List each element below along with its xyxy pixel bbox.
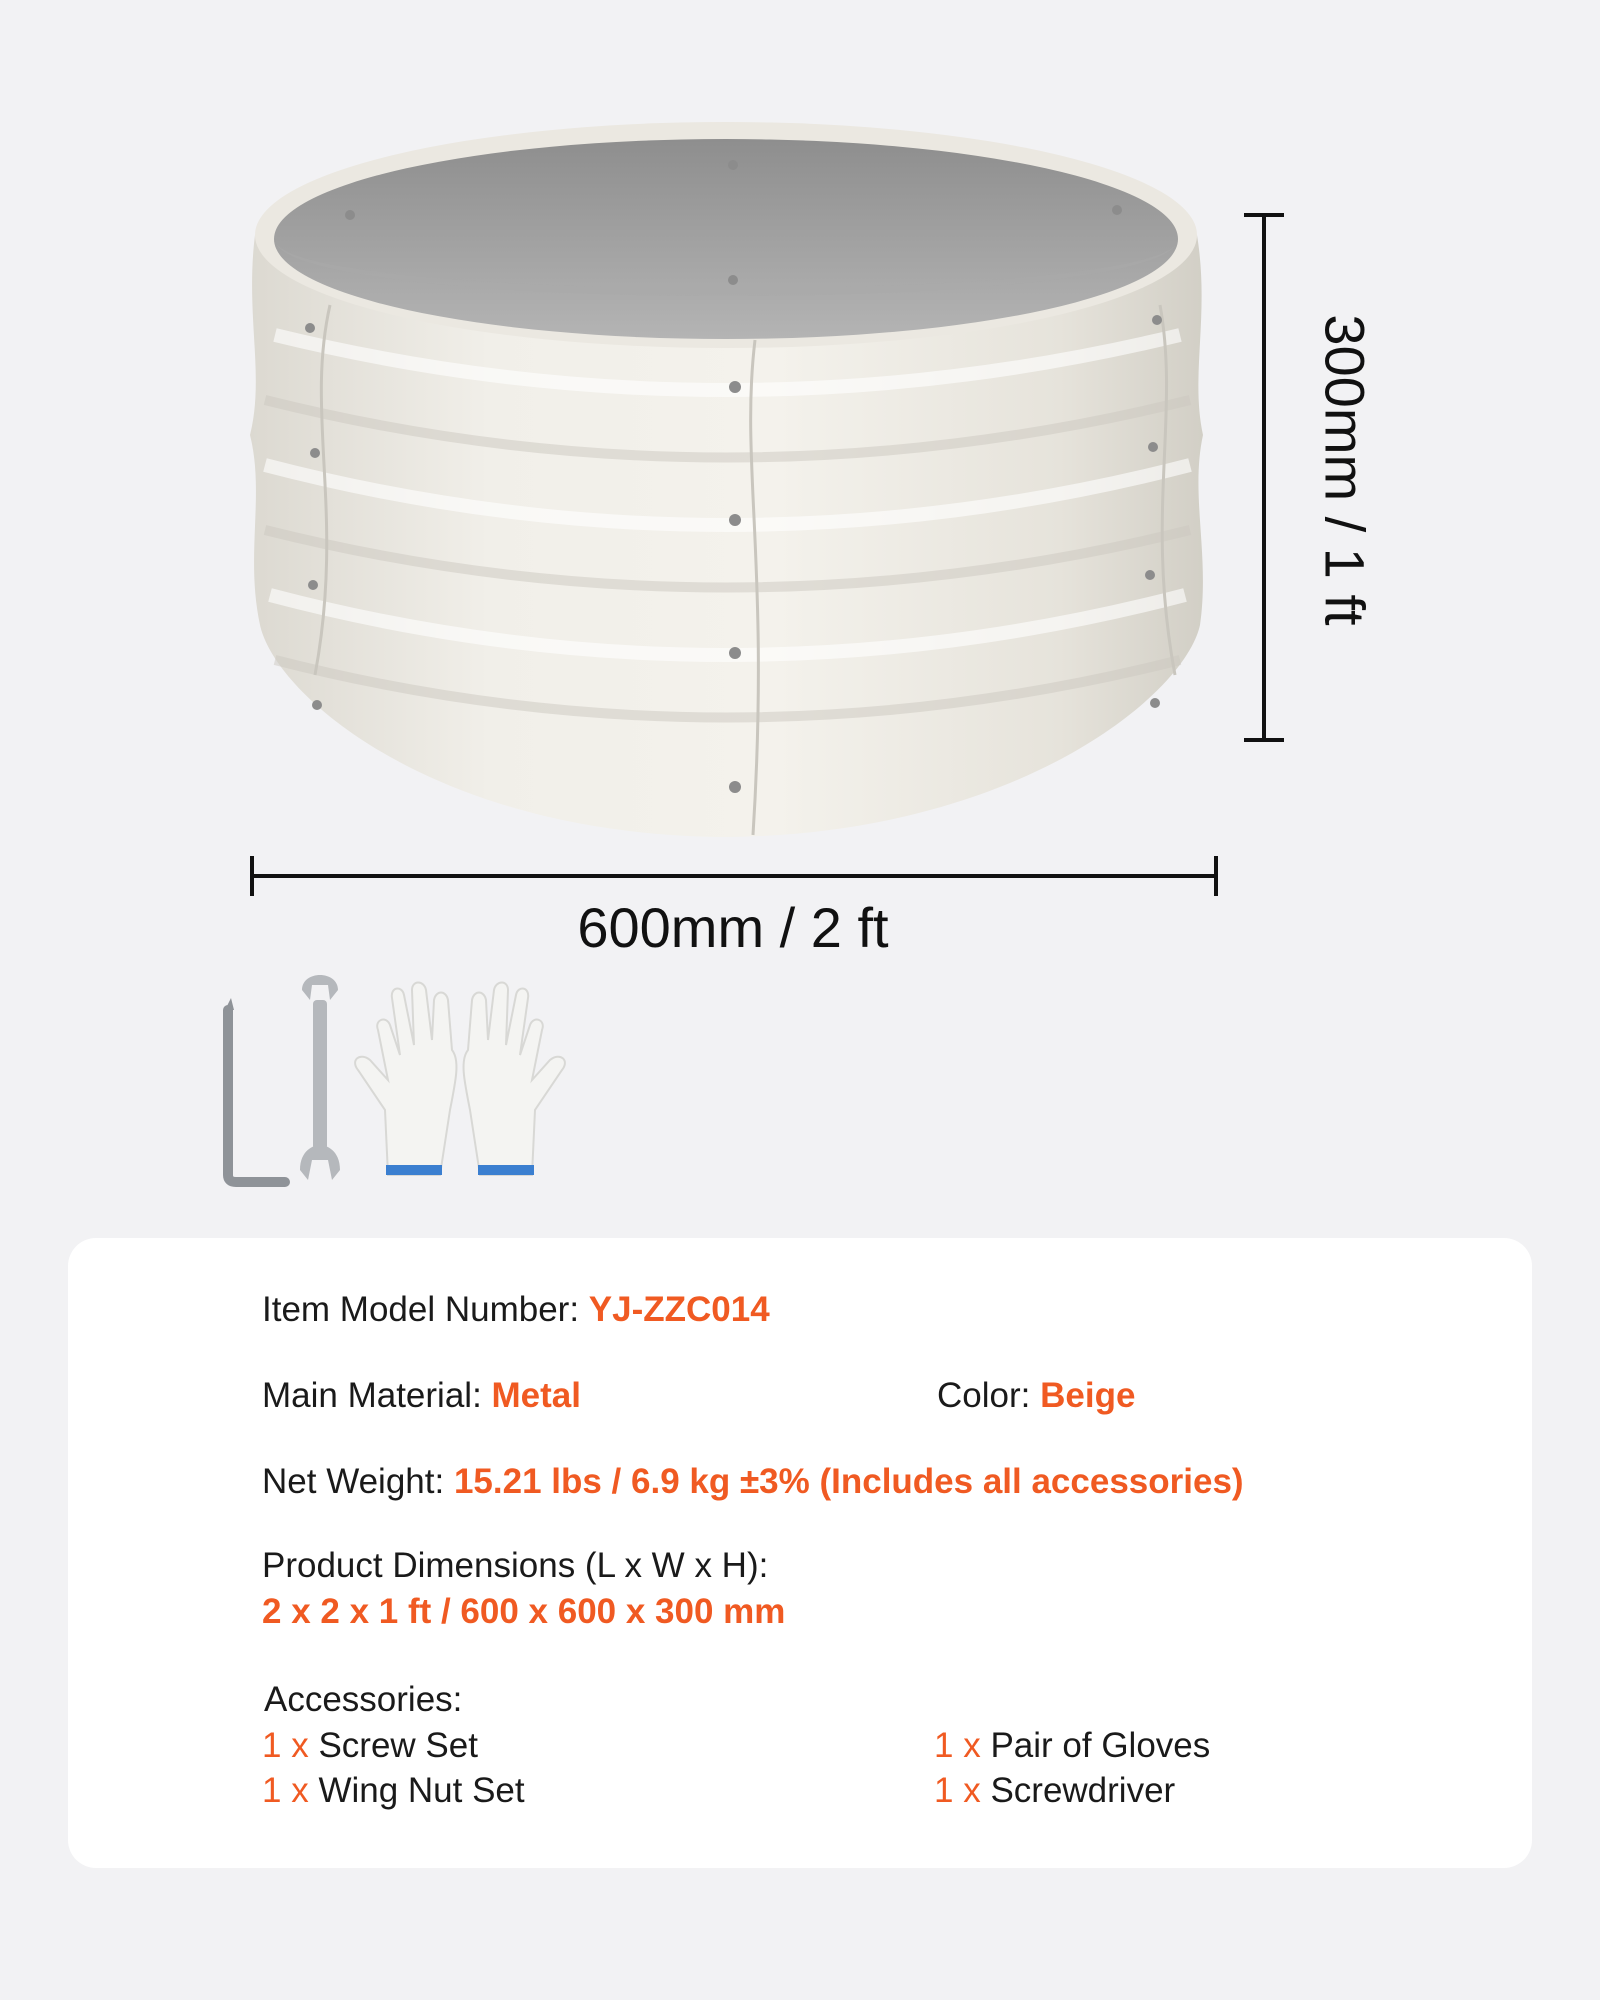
accessory-qty: 1 x (262, 1726, 309, 1765)
accessory-item (934, 1771, 1175, 1811)
width-dimension-line (251, 874, 1217, 878)
accessory-qty: 1 x (262, 1771, 309, 1810)
weight-label: Net Weight: (262, 1462, 445, 1501)
height-dimension-cap (1244, 213, 1284, 217)
height-dimension-line (1262, 215, 1266, 740)
color-row (937, 1376, 1135, 1416)
model-number-value: YJ-ZZC014 (588, 1290, 770, 1329)
weight-row (262, 1462, 1244, 1502)
dimensions-value: 2 x 2 x 1 ft / 600 x 600 x 300 mm (262, 1592, 786, 1631)
material-label: Main Material: (262, 1376, 482, 1415)
color-label: Color: (937, 1376, 1031, 1415)
accessory-name: Screw Set (318, 1726, 478, 1765)
accessory-name: Pair of Gloves (990, 1726, 1211, 1765)
accessory-item (262, 1726, 478, 1766)
spec-card (68, 1238, 1532, 1868)
garden-bed-image (235, 115, 1215, 855)
height-label: 300mm / 1 ft (1313, 314, 1377, 626)
width-dimension-cap (250, 856, 254, 896)
color-value: Beige (1040, 1376, 1136, 1415)
glove-icon (355, 983, 456, 1176)
model-number-row (262, 1290, 770, 1330)
material-value: Metal (491, 1376, 581, 1415)
hex-key-icon (225, 998, 285, 1182)
accessory-name: Screwdriver (990, 1771, 1176, 1810)
accessory-qty: 1 x (934, 1726, 981, 1765)
accessory-item (262, 1771, 525, 1811)
model-number-label: Item Model Number: (262, 1290, 580, 1329)
accessories-image (210, 960, 670, 1190)
accessory-qty: 1 x (934, 1771, 981, 1810)
accessories-label: Accessories: (264, 1680, 463, 1719)
dimensions-label: Product Dimensions (L x W x H): (262, 1546, 769, 1585)
accessory-name: Wing Nut Set (318, 1771, 525, 1810)
glove-icon (464, 983, 565, 1176)
accessory-item (934, 1726, 1210, 1766)
height-dimension-cap (1244, 738, 1284, 742)
material-row (262, 1376, 581, 1416)
width-label: 600mm / 2 ft (577, 896, 889, 959)
width-dimension-cap (1214, 856, 1218, 896)
weight-value: 15.21 lbs / 6.9 kg ±3% (Includes all accessories) (453, 1462, 1244, 1501)
wrench-icon (300, 975, 340, 1180)
